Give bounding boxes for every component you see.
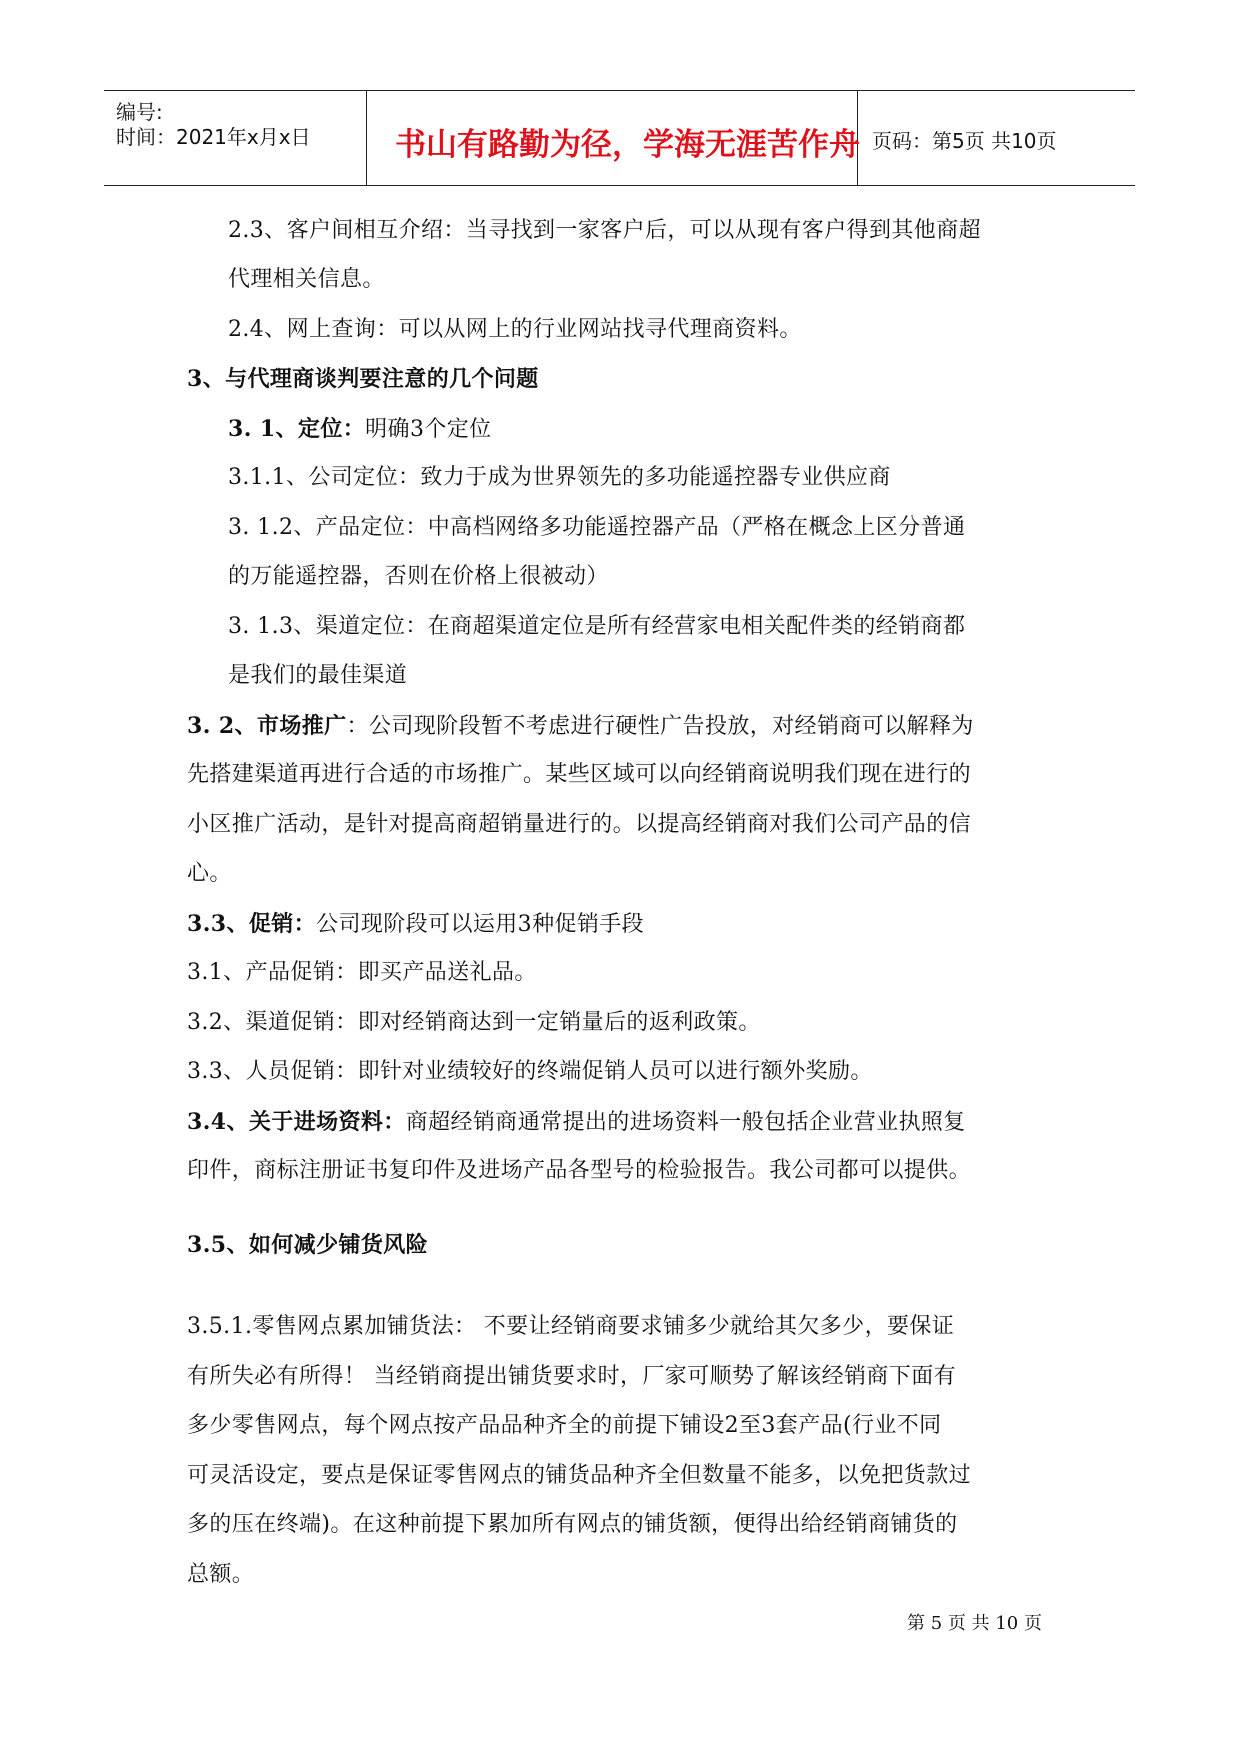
paragraph-line: 印件，商标注册证书复印件及进场产品各型号的检验报告。我公司都可以提供。 bbox=[187, 1158, 972, 1183]
paragraph-line: 心。 bbox=[187, 861, 232, 886]
paragraph-line: 3. 2、市场推广：公司现阶段暂不考虑进行硬性广告投放，对经销商可以解释为 bbox=[187, 713, 974, 739]
page-footer: 第 5 页 共 10 页 bbox=[907, 1613, 1042, 1634]
paragraph-line: 3.3、人员促销：即针对业绩较好的终端促销人员可以进行额外奖励。 bbox=[187, 1059, 873, 1084]
paragraph-line: 小区推广活动，是针对提高商超销量进行的。以提高经销商对我们公司产品的信 bbox=[187, 812, 972, 837]
paragraph-line: 3.3、促销：公司现阶段可以运用3种促销手段 bbox=[187, 911, 645, 937]
paragraph-line: 先搭建渠道再进行合适的市场推广。某些区域可以向经销商说明我们现在进行的 bbox=[187, 762, 972, 787]
paragraph-line: 3. 1、定位：明确3个定位 bbox=[228, 416, 492, 442]
paragraph-line: 的万能遥控器，否则在价格上很被动） bbox=[228, 564, 609, 589]
section-heading: 3、与代理商谈判要注意的几个问题 bbox=[187, 366, 539, 392]
paragraph-line: 可灵活设定，要点是保证零售网点的铺货品种齐全但数量不能多，以免把货款过 bbox=[187, 1463, 972, 1488]
paragraph-line: 3.5.1.零售网点累加铺货法： 不要让经销商要求铺多少就给其欠多少，要保证 bbox=[187, 1314, 955, 1339]
header-page-code: 页码：第5页 共10页 bbox=[872, 129, 1057, 153]
page-header bbox=[104, 90, 1135, 186]
paragraph-line: 有所失必有所得！ 当经销商提出铺货要求时，厂家可顺势了解该经销商下面有 bbox=[187, 1364, 956, 1389]
paragraph-line: 多少零售网点，每个网点按产品品种齐全的前提下铺设2至3套产品(行业不同 bbox=[187, 1413, 942, 1438]
section-heading: 3.5、如何减少铺货风险 bbox=[187, 1232, 429, 1258]
header-motto-cell bbox=[367, 91, 858, 185]
document-number-label: 编号: bbox=[116, 100, 163, 124]
document-time-label: 时间：2021年x月x日 bbox=[116, 125, 311, 149]
paragraph-line: 2.4、网上查询：可以从网上的行业网站找寻代理商资料。 bbox=[228, 317, 802, 342]
paragraph-line: 3.4、关于进场资料：商超经销商通常提出的进场资料一般包括企业营业执照复 bbox=[187, 1109, 966, 1135]
paragraph-line: 3.2、渠道促销：即对经销商达到一定销量后的返利政策。 bbox=[187, 1010, 761, 1035]
paragraph-line: 3. 1.3、渠道定位：在商超渠道定位是所有经营家电相关配件类的经销商都 bbox=[228, 614, 966, 639]
paragraph-line: 3.1.1、公司定位：致力于成为世界领先的多功能遥控器专业供应商 bbox=[228, 465, 891, 490]
paragraph-line: 3. 1.2、产品定位：中高档网络多功能遥控器产品（严格在概念上区分普通 bbox=[228, 515, 966, 540]
header-page-cell bbox=[858, 91, 1135, 185]
paragraph-line: 总额。 bbox=[187, 1562, 255, 1587]
paragraph-line: 3.1、产品促销：即买产品送礼品。 bbox=[187, 960, 537, 985]
paragraph-line: 是我们的最佳渠道 bbox=[228, 663, 408, 688]
paragraph-line: 2.3、客户间相互介绍：当寻找到一家客户后，可以从现有客户得到其他商超 bbox=[228, 218, 981, 243]
header-meta-cell bbox=[104, 91, 367, 185]
paragraph-line: 代理相关信息。 bbox=[228, 267, 385, 292]
paragraph-line: 多的压在终端)。在这种前提下累加所有网点的铺货额，便得出给经销商铺货的 bbox=[187, 1512, 958, 1537]
motto-text: 书山有路勤为径，学海无涯苦作舟 bbox=[395, 127, 860, 163]
